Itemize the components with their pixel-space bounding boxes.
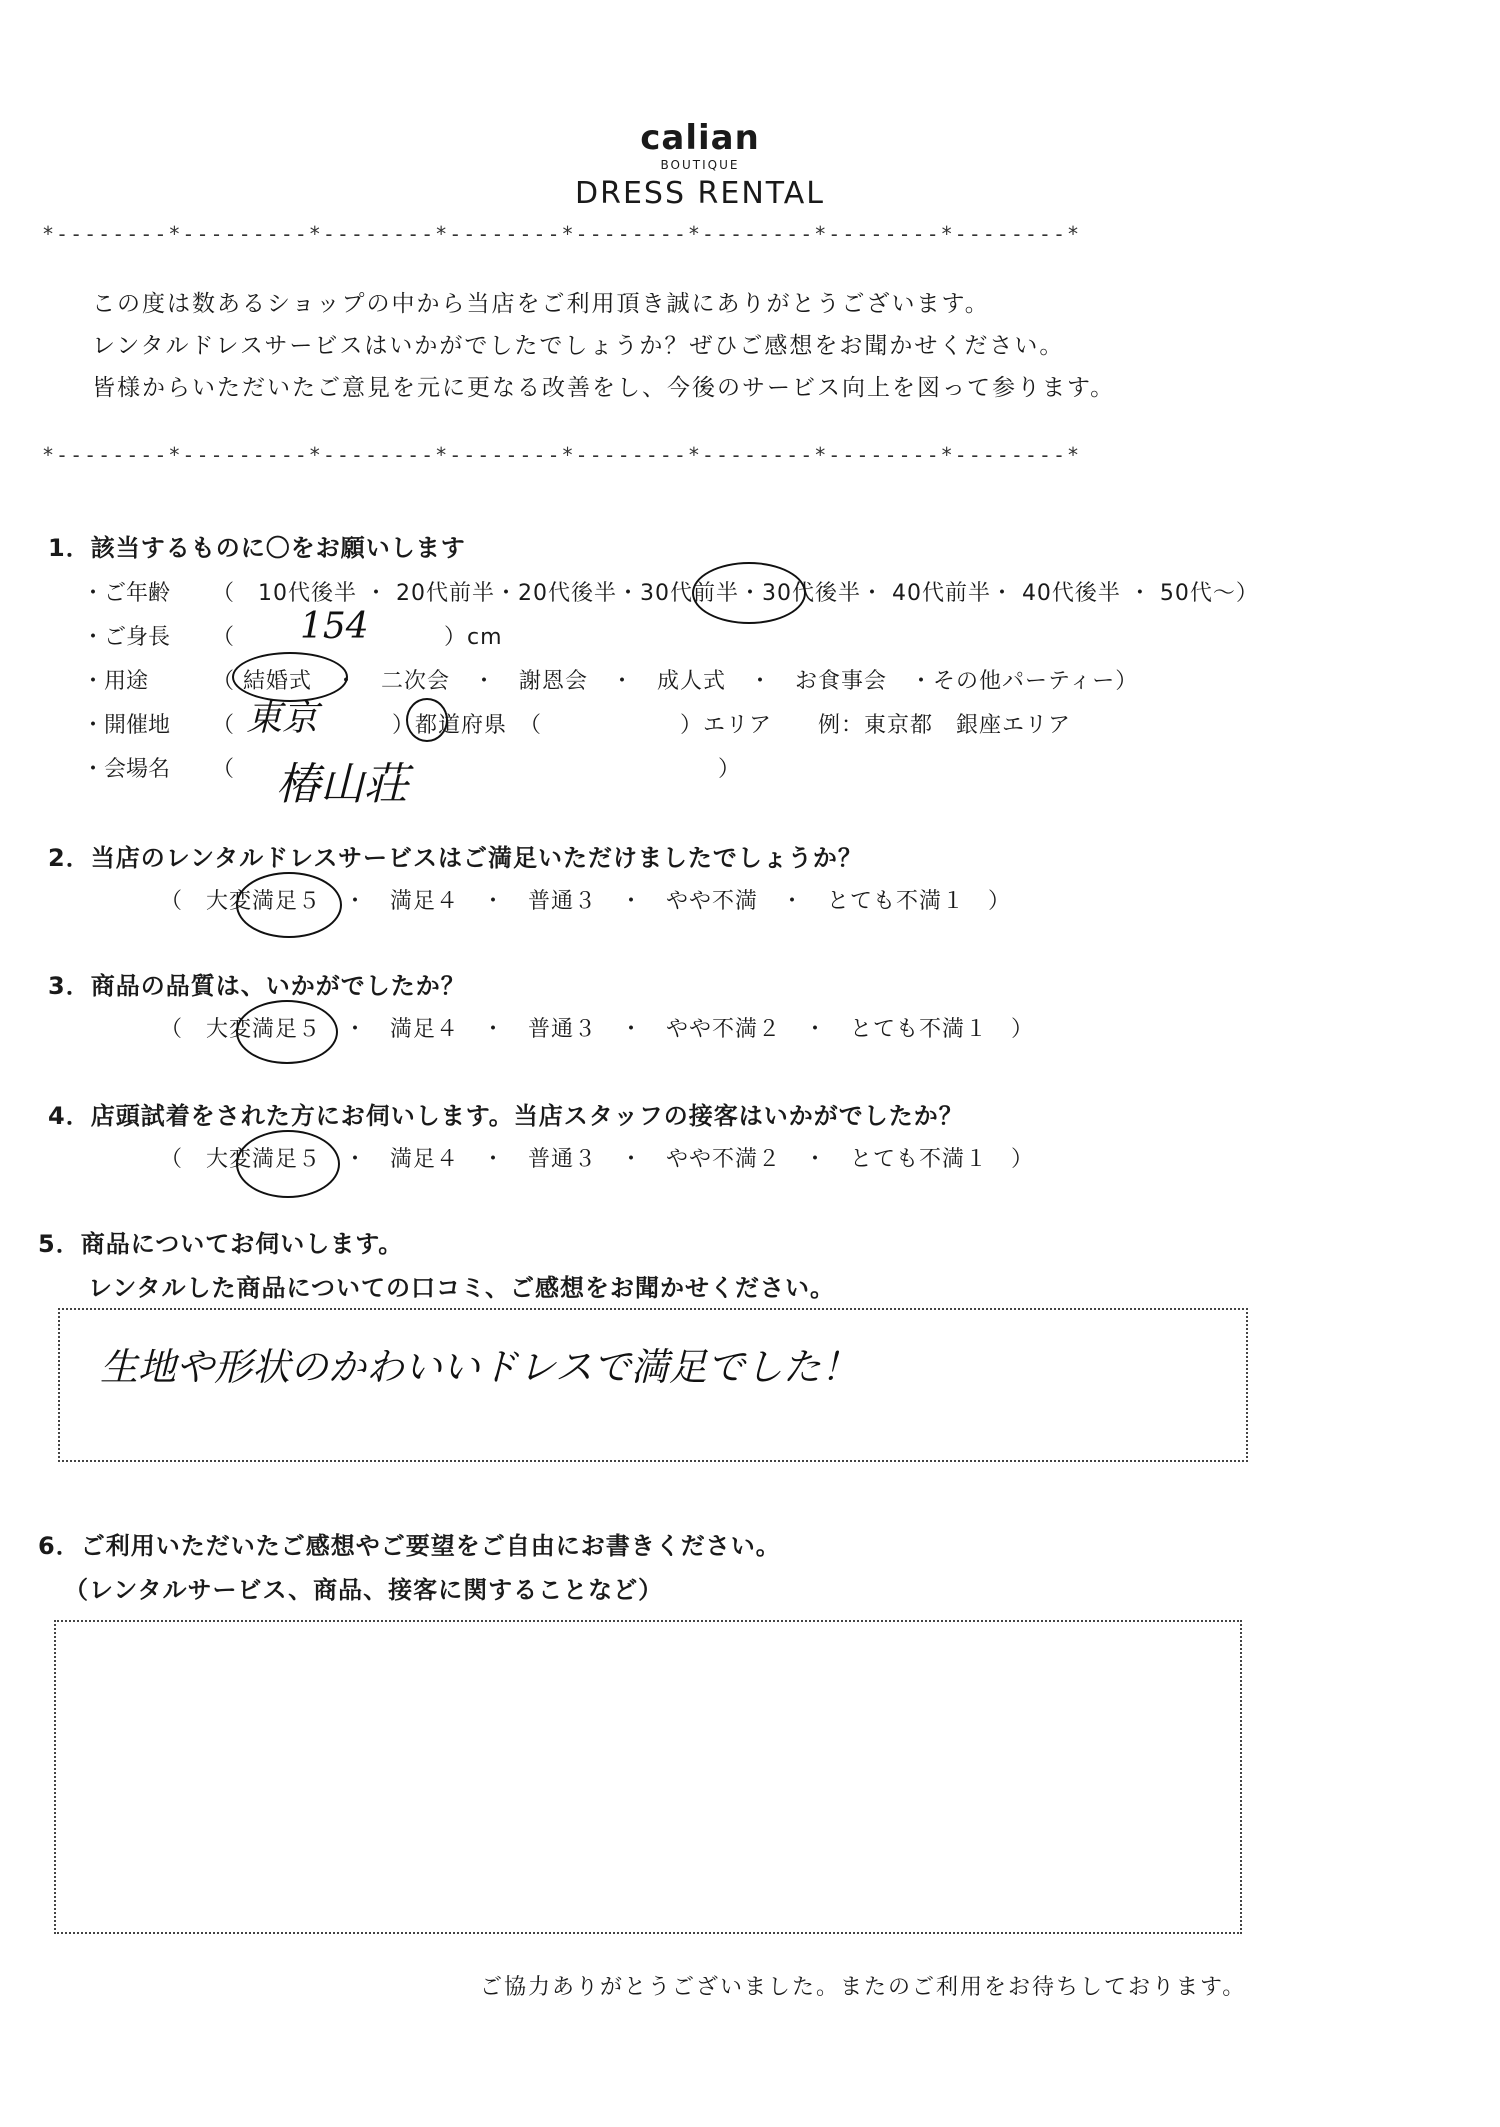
intro-line-1: この度は数あるショップの中から当店をご利用頂き誠にありがとうございます。 [92, 291, 990, 317]
venue-name-value[interactable]: 椿山荘 [276, 759, 408, 810]
venue-area-prefix: （ [212, 713, 236, 738]
height-suffix: ）cm [444, 625, 503, 650]
q4-options: （ 大変満足５ ・ 満足４ ・ 普通３ ・ やや不満２ ・ とても不満１ ） [160, 1147, 1035, 1172]
venue-name-suffix: ） [718, 757, 742, 782]
q4-title: 4．店頭試着をされた方にお伺いします。当店スタッフの接客はいかがでしたか？ [48, 1102, 964, 1130]
page-title: DRESS RENTAL [575, 176, 825, 211]
q3-selection-circle [236, 1000, 338, 1064]
brand-sub: BOUTIQUE [660, 158, 740, 172]
age-label: ・ご年齢 [82, 581, 171, 606]
venue-area-value[interactable]: 東京 [246, 698, 319, 739]
q5-title: 5．商品についてお伺いします。 [38, 1230, 404, 1258]
q3-options: （ 大変満足５ ・ 満足４ ・ 普通３ ・ やや不満２ ・ とても不満１ ） [160, 1017, 1035, 1042]
venue-name-label: ・会場名 [82, 757, 171, 782]
q6-title: 6．ご利用いただいたご感想やご要望をご自由にお書きください。 [38, 1532, 781, 1560]
age-selection-circle [692, 562, 806, 624]
intro-line-3: 皆様からいただいたご意見を元に更なる改善をし、今後のサービス向上を図って参ります。 [92, 375, 1116, 401]
brand-logo: calian [640, 118, 760, 158]
q4-selection-circle [236, 1130, 340, 1198]
height-value[interactable]: 154 [300, 606, 369, 647]
q6-answer-box[interactable] [54, 1620, 1242, 1934]
intro-line-2: レンタルドレスサービスはいかがでしたでしょうか？ぜひご感想をお聞かせください。 [92, 333, 1065, 359]
use-label: ・用途 [82, 669, 149, 694]
divider-bottom: *--------*---------*--------*--------*--------*--------*--------*--------* [42, 443, 1082, 467]
use-options: （ 結婚式 ・ 二次会 ・ 謝恩会 ・ 成人式 ・ お食事会 ・その他パーティー） [212, 669, 1139, 694]
q5-answer-box[interactable] [58, 1308, 1248, 1462]
q2-title: 2．当店のレンタルドレスサービスはご満足いただけましたでしょうか？ [48, 844, 863, 872]
q5-subtitle: レンタルした商品についての口コミ、ご感想をお聞かせください。 [88, 1274, 835, 1302]
q3-title: 3．商品の品質は、いかがでしたか？ [48, 972, 466, 1000]
age-options: （ 10代後半 ・ 20代前半・20代後半・30代前半・30代後半・ 40代前半・ 40代後半 ・ 50代～） [212, 581, 1259, 606]
q5-answer-text: 生地や形状のかわいいドレスで満足でした！ [100, 1345, 859, 1389]
venue-area-suffix: ）都道府県 （ ）エリア 例：東京都 銀座エリア [392, 713, 1072, 738]
footer-thanks: ご協力ありがとうございました。またのご利用をお待ちしております。 [480, 1975, 1247, 2000]
venue-name-prefix: （ [212, 757, 236, 782]
height-prefix: （ [212, 625, 236, 650]
q1-title: 1．該当するものに〇をお願いします [48, 534, 466, 562]
height-label: ・ご身長 [82, 625, 171, 650]
q2-selection-circle [236, 872, 342, 938]
venue-area-label: ・開催地 [82, 713, 171, 738]
q6-subtitle: （レンタルサービス、商品、接客に関することなど） [64, 1576, 664, 1604]
prefecture-selection-circle [406, 698, 448, 742]
q2-options: （ 大変満足５ ・ 満足４ ・ 普通３ ・ やや不満 ・ とても不満１ ） [160, 889, 1012, 914]
divider-top: *--------*---------*--------*--------*--------*--------*--------*--------* [42, 222, 1082, 246]
